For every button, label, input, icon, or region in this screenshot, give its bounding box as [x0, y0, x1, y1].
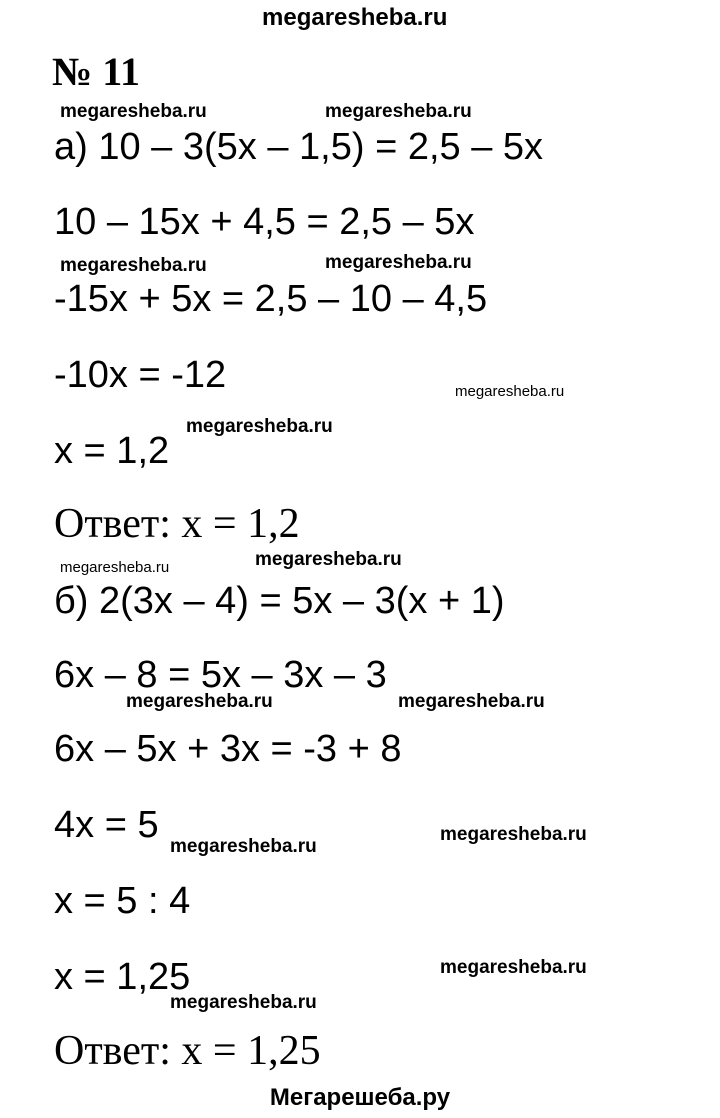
watermark: megaresheba.ru: [440, 824, 587, 845]
watermark: megaresheba.ru: [186, 416, 333, 437]
part-a-line-4: -10x = -12: [54, 354, 227, 396]
part-b-line-4: 4x = 5: [54, 804, 159, 846]
part-a-line-1: а) 10 – 3(5x – 1,5) = 2,5 – 5x: [54, 126, 544, 168]
watermark: megaresheba.ru: [325, 101, 472, 122]
watermark: megaresheba.ru: [170, 992, 317, 1013]
part-b-line-5: x = 5 : 4: [54, 880, 191, 922]
watermark: megaresheba.ru: [398, 691, 545, 712]
watermark: megaresheba.ru: [170, 836, 317, 857]
watermark: megaresheba.ru: [440, 957, 587, 978]
header-site-watermark: megaresheba.ru: [262, 4, 448, 31]
watermark: megaresheba.ru: [60, 101, 207, 122]
part-b-line-1: б) 2(3x – 4) = 5x – 3(x + 1): [54, 580, 505, 622]
part-b-line-2: 6x – 8 = 5x – 3x – 3: [54, 654, 387, 696]
watermark: megaresheba.ru: [455, 383, 565, 400]
watermark: megaresheba.ru: [255, 549, 402, 570]
watermark: megaresheba.ru: [60, 559, 170, 576]
part-a-line-3: -15x + 5x = 2,5 – 10 – 4,5: [54, 278, 488, 320]
part-a-line-5: x = 1,2: [54, 430, 170, 472]
watermark: megaresheba.ru: [126, 691, 273, 712]
footer-site-watermark: Мегарешеба.ру: [269, 1084, 451, 1111]
part-a-line-2: 10 – 15x + 4,5 = 2,5 – 5x: [54, 201, 475, 243]
part-b-line-3: 6x – 5x + 3x = -3 + 8: [54, 728, 402, 770]
part-b-line-6: x = 1,25: [54, 956, 191, 998]
watermark: megaresheba.ru: [325, 252, 472, 273]
problem-number: № 11: [52, 49, 140, 94]
watermark: megaresheba.ru: [60, 255, 207, 276]
part-a-answer: Ответ: x = 1,2: [54, 501, 300, 547]
part-b-answer: Ответ: x = 1,25: [54, 1028, 321, 1074]
